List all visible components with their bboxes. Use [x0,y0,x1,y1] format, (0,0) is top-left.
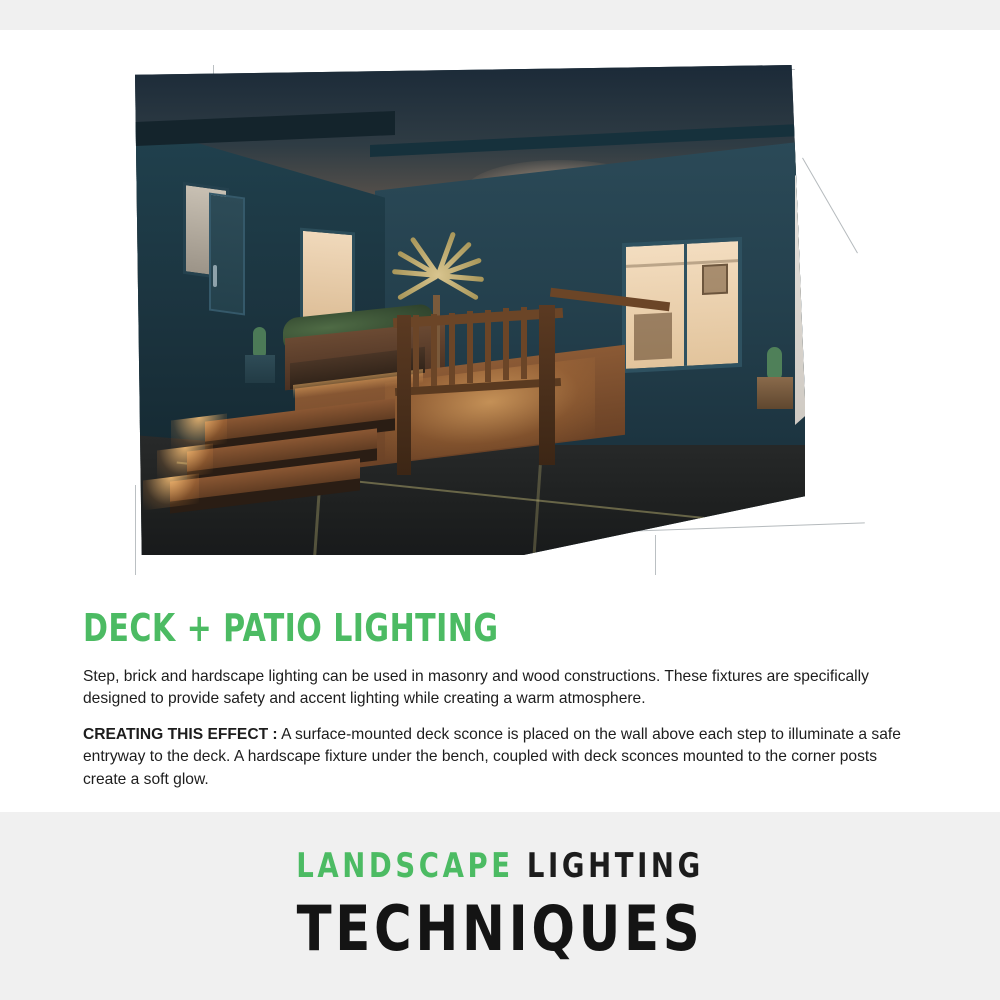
side-door [209,192,245,315]
footer-line-1 [50,846,950,886]
scene [135,65,805,555]
planter-pot [757,377,793,409]
effect-label: CREATING THIS EFFECT : [83,726,278,744]
corner-post [397,315,411,475]
planter-pot [245,355,275,383]
baluster [467,311,473,383]
house-wall-right [795,175,805,425]
construction-line [655,535,656,575]
footer-lockup [0,846,1000,965]
baluster [503,308,509,380]
baluster [485,310,491,382]
door-handle [213,265,217,287]
interior-artwork [702,264,728,295]
baluster [521,307,527,379]
door-mullion [684,244,687,366]
baluster [449,313,455,385]
illustration [135,65,875,565]
footer-landscape: LANDSCAPE [296,846,514,886]
page-title: DECK + PATIO LIGHTING [83,606,499,650]
construction-line [135,485,136,575]
effect-text: A surface-mounted deck sconce is placed on the wall above each step to illuminate a safe entryway to the deck. A hardscape fixture under the bench, coupled with deck sconces mounted to the corner posts create a soft glow. [83,726,901,788]
corner-post [539,305,555,465]
construction-line [802,158,858,254]
baluster [431,314,437,386]
interior-chair [634,313,672,361]
top-band [0,0,1000,30]
cactus [767,347,782,381]
footer [0,812,1000,1000]
palm-crown [397,235,483,315]
footer-line-2: TECHNIQUES [296,892,704,965]
intro-paragraph: Step, brick and hardscape lighting can be used in masonry and wood constructions. These fixtures are specifically designed to provide safety and accent lighting while creating a warm atmosphere. [83,668,869,708]
baluster [413,315,419,387]
text-content [83,606,913,805]
effect-paragraph [83,724,908,790]
footer-lighting: LIGHTING [526,846,704,886]
